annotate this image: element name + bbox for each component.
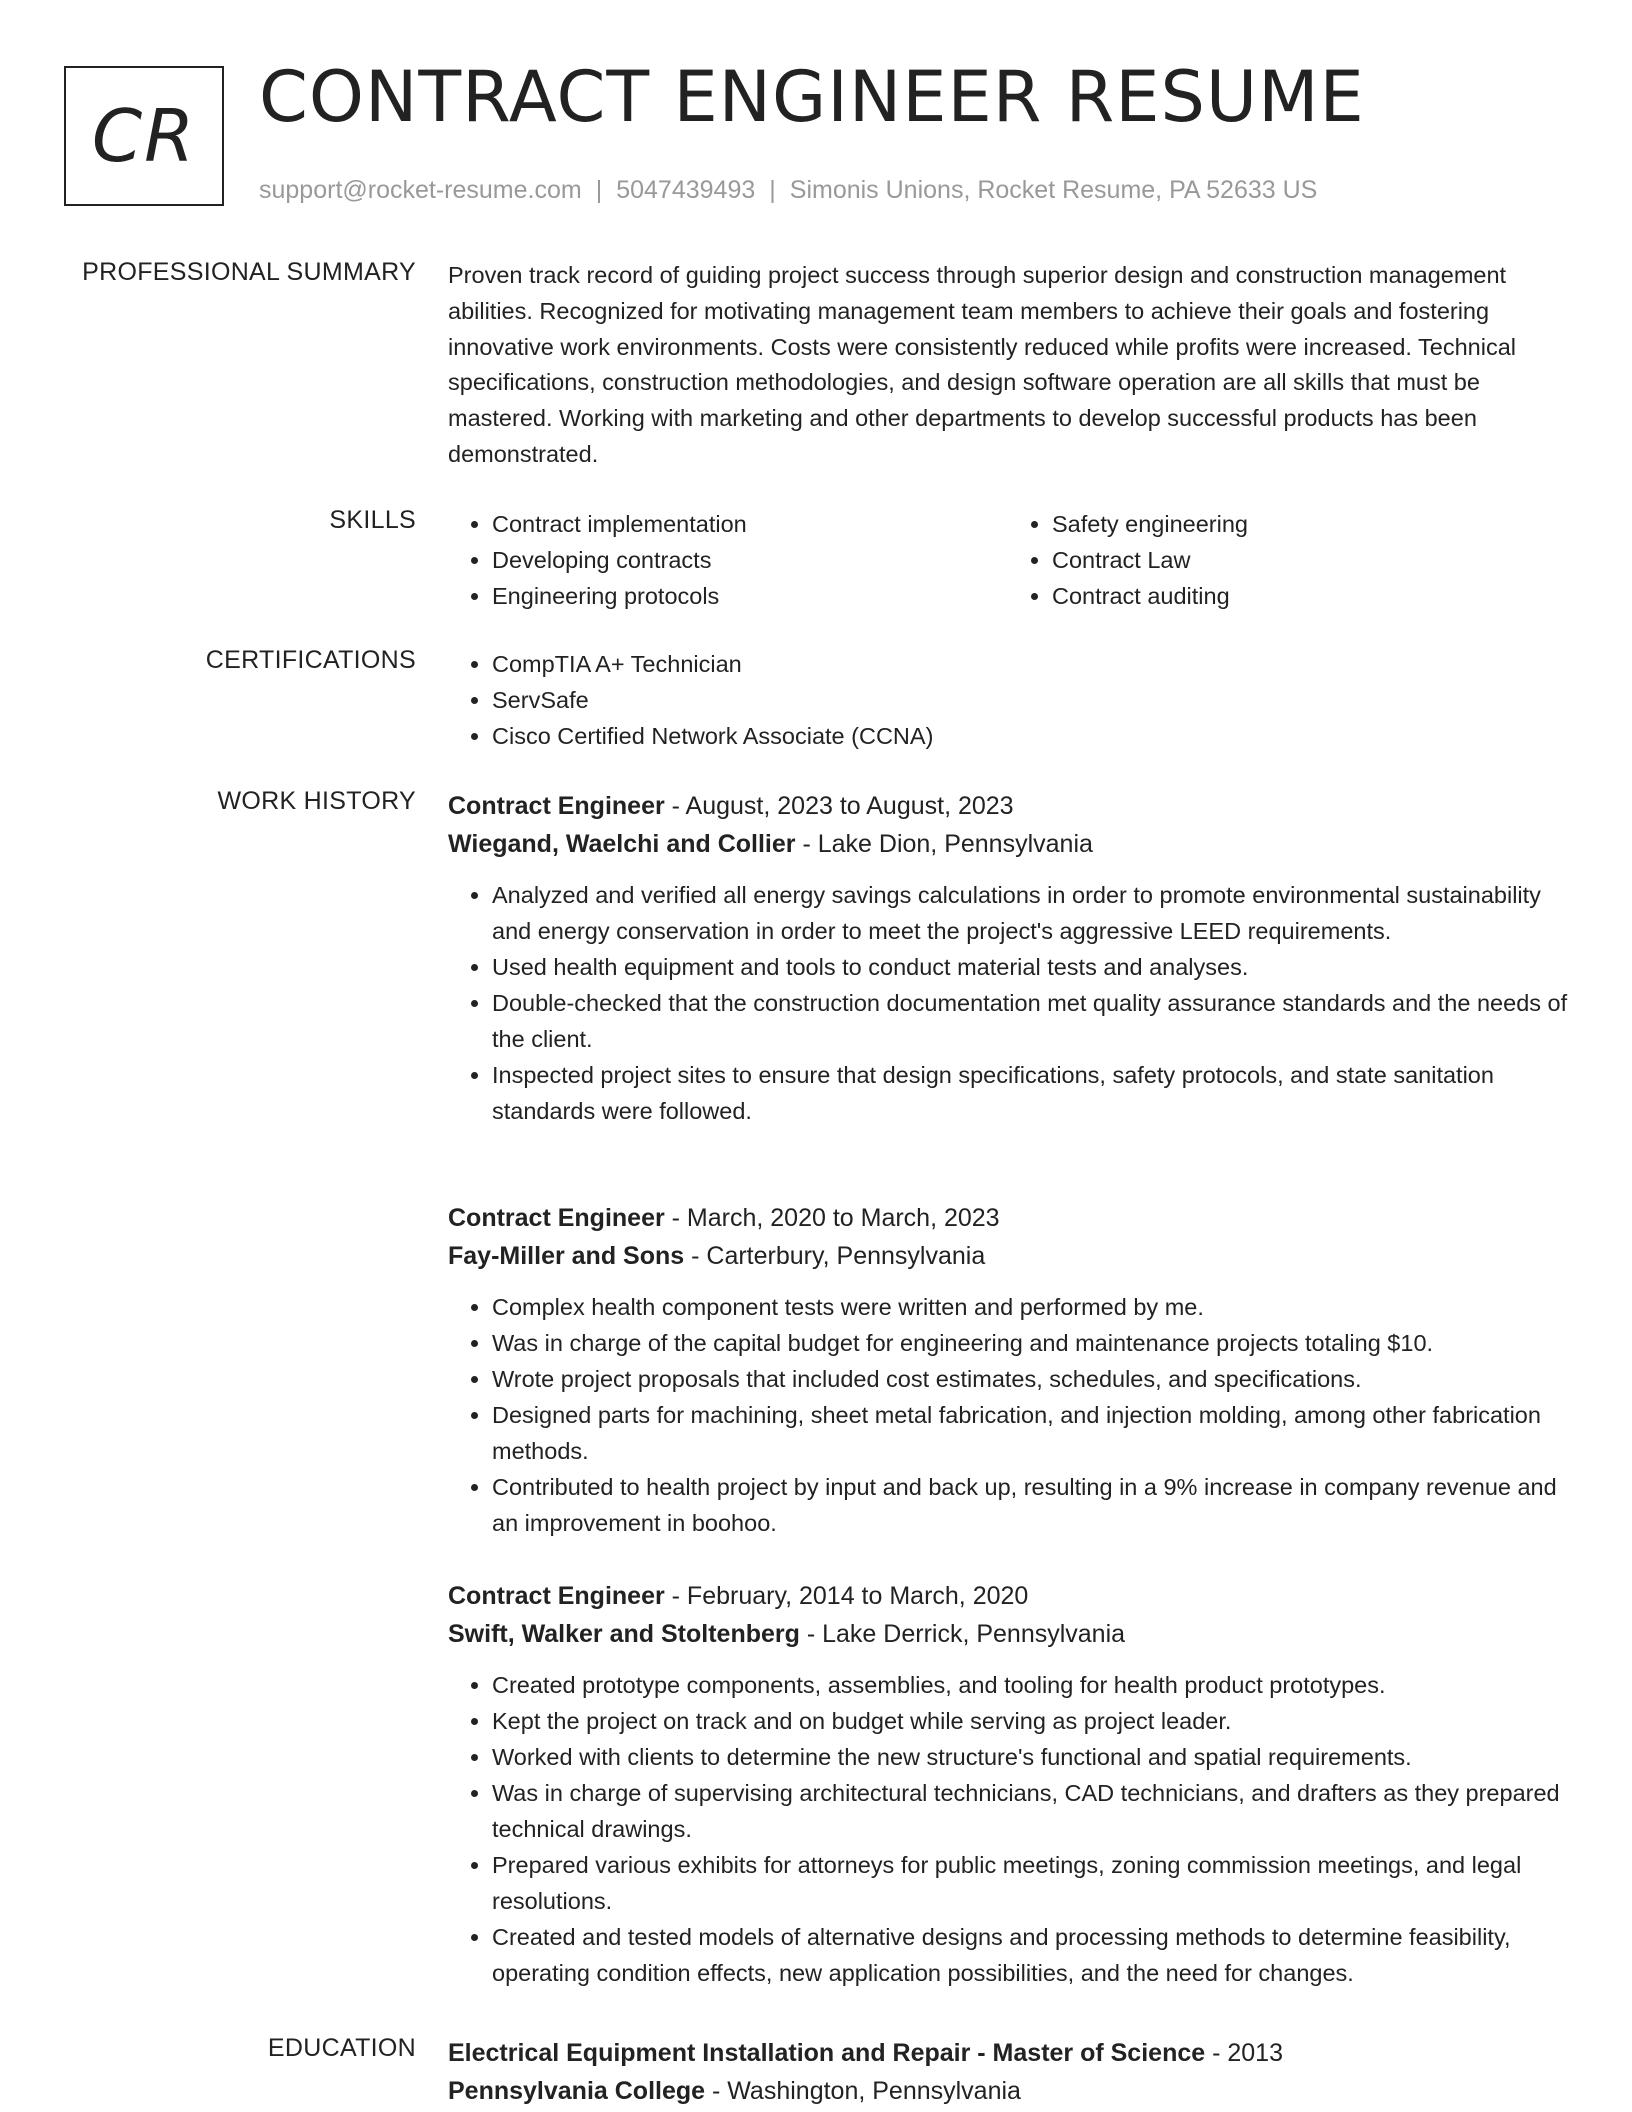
job-company-line xyxy=(448,825,1568,863)
job-bullet: • Complex health component tests were written and performed by me. xyxy=(492,1289,1568,1325)
job-title: Contract Engineer xyxy=(448,1582,665,1610)
certifications-list xyxy=(448,646,1568,754)
job-entry xyxy=(448,787,1568,1129)
job-company-line xyxy=(448,1237,1568,1275)
contact-email[interactable]: support@rocket-resume.com xyxy=(259,176,582,204)
skill-item: • Safety engineering xyxy=(1052,506,1568,542)
certification-item: • Cisco Certified Network Associate (CCNA) xyxy=(492,718,1568,754)
job-bullet: • Inspected project sites to ensure that design specifications, safety protocols, and state sanitation standards were followed. xyxy=(492,1057,1568,1129)
contact-phone[interactable]: 5047439493 xyxy=(616,176,756,204)
skill-item: • Contract auditing xyxy=(1052,578,1568,614)
contact-separator: | xyxy=(595,176,603,204)
section-label-certifications: CERTIFICATIONS xyxy=(205,646,416,674)
job-company-line xyxy=(448,1615,1568,1653)
section-label-education: EDUCATION xyxy=(267,2034,416,2062)
job-bullets xyxy=(448,1667,1568,1991)
job-bullet: • Wrote project proposals that included cost estimates, schedules, and specifications. xyxy=(492,1361,1568,1397)
skills-column-left xyxy=(448,506,1008,614)
job-entry xyxy=(448,1199,1568,1541)
job-bullet: • Used health equipment and tools to conduct material tests and analyses. xyxy=(492,949,1568,985)
job-company: Swift, Walker and Stoltenberg xyxy=(448,1620,800,1648)
job-company: Fay-Miller and Sons xyxy=(448,1242,685,1270)
job-dates: - February, 2014 to March, 2020 xyxy=(664,1582,1029,1610)
job-title-line xyxy=(448,1199,1568,1237)
job-bullet: • Designed parts for machining, sheet metal fabrication, and injection molding, among other fabrication methods. xyxy=(492,1397,1568,1469)
skills-list xyxy=(448,506,1568,614)
education-school-line xyxy=(448,2072,1568,2110)
education-degree: Electrical Equipment Installation and Repair - Master of Science xyxy=(448,2039,1206,2067)
job-bullet: • Created and tested models of alternative designs and processing methods to determine feasibility, operating condition effects, new application possibilities, and the need for changes. xyxy=(492,1919,1568,1991)
job-location: - Lake Dion, Pennsylvania xyxy=(795,830,1093,858)
summary-text: Proven track record of guiding project success through superior design and construction management abilities. Recognized for motivating management team members to achieve their goals and fostering innovative work environments. Costs were consistently reduced while profits were increased. Technical specifications, construction methodologies, and design software operation are all skills that must be mastered. Working with marketing and other departments to develop successful products has been demonstrated. xyxy=(448,262,1517,467)
certification-item: • ServSafe xyxy=(492,682,1568,718)
job-bullet: • Kept the project on track and on budget while serving as project leader. xyxy=(492,1703,1568,1739)
skill-item: • Engineering protocols xyxy=(492,578,1008,614)
job-bullet: • Analyzed and verified all energy savings calculations in order to promote environmental sustainability and energy conservation in order to meet the project's aggressive LEED requirements. xyxy=(492,877,1568,949)
contact-line xyxy=(259,176,1317,205)
education-location: - Washington, Pennsylvania xyxy=(705,2077,1021,2105)
job-title: Contract Engineer xyxy=(448,1204,665,1232)
job-bullet: • Worked with clients to determine the new structure's functional and spatial requirements. xyxy=(492,1739,1568,1775)
skills-column-right xyxy=(1008,506,1568,614)
skill-item: • Contract implementation xyxy=(492,506,1008,542)
job-bullet: • Double-checked that the construction documentation met quality assurance standards and the needs of the client. xyxy=(492,985,1568,1057)
job-title-line xyxy=(448,787,1568,825)
job-location: - Carterbury, Pennsylvania xyxy=(684,1242,986,1270)
contact-separator: | xyxy=(769,176,776,204)
job-bullet: • Created prototype components, assemblies, and tooling for health product prototypes. xyxy=(492,1667,1568,1703)
job-dates: - March, 2020 to March, 2023 xyxy=(664,1204,1000,1232)
contact-address: Simonis Unions, Rocket Resume, PA 52633 US xyxy=(789,176,1318,204)
job-bullets xyxy=(448,877,1568,1129)
monogram-initials: CR xyxy=(91,94,197,178)
education-school: Pennsylvania College xyxy=(448,2077,706,2105)
skill-item: • Contract Law xyxy=(1052,542,1568,578)
education-year: - 2013 xyxy=(1205,2039,1283,2067)
job-location: - Lake Derrick, Pennsylvania xyxy=(799,1620,1126,1648)
education-entry xyxy=(448,2034,1568,2110)
job-company: Wiegand, Waelchi and Collier xyxy=(448,830,796,858)
job-title-line xyxy=(448,1577,1568,1615)
skill-item: • Developing contracts xyxy=(492,542,1008,578)
section-label-work-history: WORK HISTORY xyxy=(217,787,416,815)
resume-title: CONTRACT ENGINEER RESUME xyxy=(259,56,1365,138)
job-bullets xyxy=(448,1289,1568,1541)
job-bullet: • Was in charge of supervising architectural technicians, CAD technicians, and drafters as they prepared technical drawings. xyxy=(492,1775,1568,1847)
education-degree-line xyxy=(448,2034,1568,2072)
section-label-skills: SKILLS xyxy=(329,506,416,534)
certification-item: • CompTIA A+ Technician xyxy=(492,646,1568,682)
job-bullet: • Prepared various exhibits for attorneys for public meetings, zoning commission meetings, and legal resolutions. xyxy=(492,1847,1568,1919)
job-entry xyxy=(448,1577,1568,1991)
job-bullet: • Was in charge of the capital budget for engineering and maintenance projects totaling $10. xyxy=(492,1325,1568,1361)
job-title: Contract Engineer xyxy=(448,792,665,820)
section-label-summary: PROFESSIONAL SUMMARY xyxy=(82,258,416,286)
job-dates: - August, 2023 to August, 2023 xyxy=(664,792,1014,820)
monogram-box xyxy=(64,66,224,206)
job-bullet: • Contributed to health project by input and back up, resulting in a 9% increase in company revenue and an improvement in boohoo. xyxy=(492,1469,1568,1541)
